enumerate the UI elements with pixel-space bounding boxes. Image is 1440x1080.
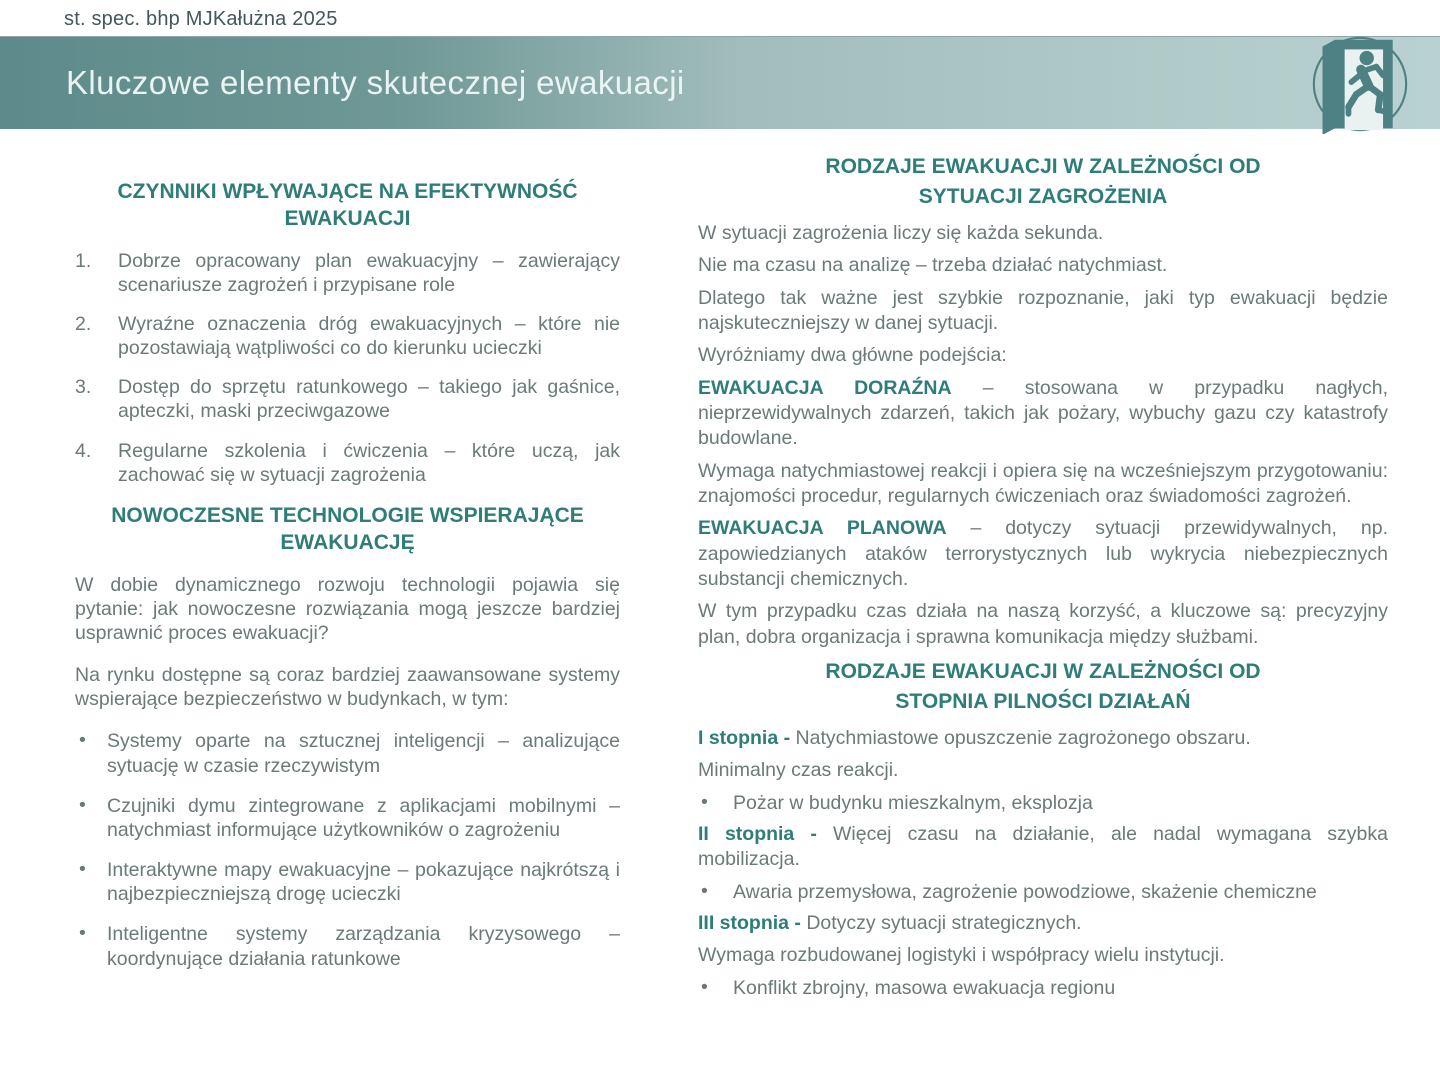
emergency-exit-icon [1302,34,1418,132]
degree3-term: III stopnia - [698,911,801,934]
degree1-examples-list [698,791,1388,816]
tech-question-paragraph: W dobie dynamicznego rozwoju technologii pojawia się pytanie: jak nowoczesne rozwiązania mogą jeszcze bardziej usprawnić proces ewakuacji? [75,573,620,644]
tech-bullet-4: • Inteligentne systemy zarządzania kryzysowego – koordynujące działania ratunkowe [75,922,620,970]
degree1-reaction-paragraph: Minimalny czas reakcji. [698,759,899,782]
factor-item-1: Dobrze opracowany plan ewakuacyjny – zawierający scenariusze zagrożeń i przypisane role [118,249,620,296]
degree3-logistics-paragraph: Wymaga rozbudowanej logistyki i współpracy wielu instytucji. [698,944,1225,967]
credit-label: st. spec. bhp MJKałużna 2025 [64,8,338,30]
degree2-examples-list [698,880,1388,905]
degree3-paragraph [698,911,1388,936]
tech-bullet-1: • Systemy oparte na sztucznej inteligencji – analizujące sytuację w czasie rzeczywistym [75,729,620,777]
factors-heading: CZYNNIKI WPŁYWAJĄCE NA EFEKTYWNOŚĆ EWAKUACJI [117,180,578,231]
dorazna-paragraph [698,376,1388,452]
degree2-term: II stopnia - [698,822,817,845]
planowa-term: EWAKUACJA PLANOWA [698,517,947,540]
degree1-paragraph [698,726,1388,751]
tech-bullet-list [75,729,620,970]
slide-title: Kluczowe elementy skutecznej ewakuacji [66,64,685,101]
degree1-example: • Pożar w budynku mieszkalnym, eksplozja [698,791,1388,816]
evacuation-factors-list [75,249,620,487]
technologies-heading: NOWOCZESNE TECHNOLOGIE WSPIERAJĄCE EWAKUACJĘ [111,503,584,555]
dorazna-definition: – stosowana w przypadku nagłych, nieprzewidywalnych zdarzeń, takich jak pożary, wybuchy gazu czy katastrofy budowlane. [698,376,1388,450]
types-by-threat-heading: RODZAJE EWAKUACJI W ZALEŻNOŚCI OD SYTUACJI ZAGROŻENIA [825,155,1261,209]
tech-bullet-2: • Czujniki dymu zintegrowane z aplikacjami mobilnymi – natychmiast informujące użytkowników o zagrożeniu [75,794,620,842]
degree3-examples-list [698,976,1388,1001]
dorazna-term: EWAKUACJA DORAŹNA [698,376,952,399]
header-band [0,36,1440,129]
threat-seconds-paragraph: W sytuacji zagrożenia liczy się każda sekunda. [698,221,1104,244]
degree2-paragraph [698,822,1388,873]
degree3-example: • Konflikt zbrojny, masowa ewakuacja regionu [698,976,1388,1001]
factor-item-4: Regularne szkolenia i ćwiczenia – które uczą, jak zachować się w sytuacji zagrożenia [118,439,620,486]
planowa-paragraph [698,516,1388,592]
right-column [698,152,1388,1007]
tech-market-paragraph: Na rynku dostępne są coraz bardziej zaawansowane systemy wspierające bezpieczeństwo w budynkach, w tym: [75,664,620,711]
dorazna-requirements-paragraph: Wymaga natychmiastowej reakcji i opiera się na wcześniejszym przygotowaniu: znajomości procedur, regularnych ćwiczeniach oraz świadomości zagrożeń. [698,459,1388,507]
degree3-definition: Dotyczy sytuacji strategicznych. [800,911,1082,934]
types-by-urgency-heading: RODZAJE EWAKUACJI W ZALEŻNOŚCI OD STOPNIA PILNOŚCI DZIAŁAŃ [825,660,1261,714]
tech-bullet-3: • Interaktywne mapy ewakuacyjne – pokazujące najkrótszą i najbezpieczniejszą drogę ucieczki [75,858,620,906]
factor-item-2: Wyraźne oznaczenia dróg ewakuacyjnych – które nie pozostawiają wątpliwości co do kierunku ucieczki [118,312,620,360]
left-column [75,178,620,987]
degree1-definition: Natychmiastowe opuszczenie zagrożonego obszaru. [790,726,1251,749]
degree2-definition: Więcej czasu na działanie, ale nadal wymagana szybka mobilizacja. [698,822,1388,871]
quick-recognition-paragraph: Dlatego tak ważne jest szybkie rozpoznanie, jaki typ ewakuacji będzie najskuteczniejszy w danej sytuacji. [698,286,1388,334]
planowa-definition: – dotyczy sytuacji przewidywalnych, np. zapowiedzianych ataków terrorystycznych lub wykrycia niebezpiecznych substancji chemicznych. [698,517,1388,590]
degree2-example: • Awaria przemysłowa, zagrożenie powodziowe, skażenie chemiczne [698,880,1388,905]
degree1-term: I stopnia - [698,726,791,749]
no-time-paragraph: Nie ma czasu na analizę – trzeba działać natychmiast. [698,254,1168,277]
two-approaches-paragraph: Wyróżniamy dwa główne podejścia: [698,344,1007,367]
planowa-advantages-paragraph: W tym przypadku czas działa na naszą korzyść, a kluczowe są: precyzyjny plan, dobra organizacja i sprawna komunikacja między służbami. [698,600,1388,648]
factor-item-3: Dostęp do sprzętu ratunkowego – takiego jak gaśnice, apteczki, maski przeciwgazowe [118,376,620,423]
